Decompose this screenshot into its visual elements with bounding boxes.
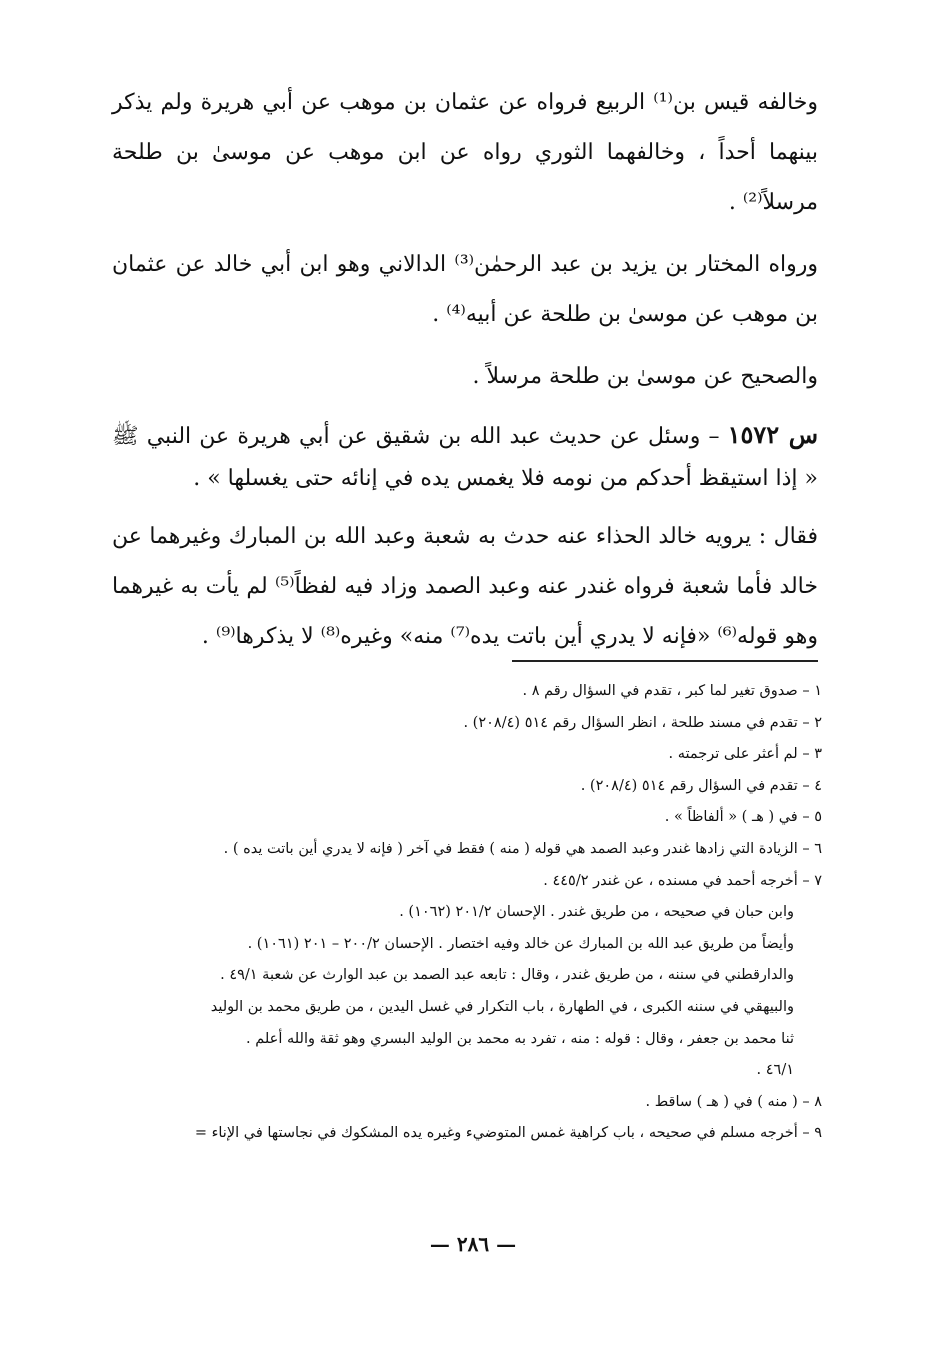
paragraph-2: ورواه المختار بن يزيد بن عبد الرحمٰن⁽³⁾ الدالاني وهو ابن أبي خالد عن عثمان بن موهب عن موسىٰ بن طلحة عن أبيه⁽⁴⁾ .: [112, 252, 818, 327]
footnote-6: ٦ – الزيادة التي زادها غندر وعبد الصمد هي قوله ( منه ) فقط في آخر ( فإنه لا يدري أين باتت يده ) .: [223, 840, 822, 857]
footnote-divider: [512, 660, 818, 662]
paragraph-3: والصحيح عن موسىٰ بن طلحة مرسلاً .: [472, 364, 818, 389]
question-number: س ١٥٧٢: [727, 420, 818, 449]
paragraph-5: فقال : يرويه خالد الحذاء عنه حدث به شعبة وعبد الله بن المبارك وغيرهما عن خالد فأما شعبة فرواه غندر عنه وعبد الصمد وزاد فيه لفظاً⁽⁵⁾ لم يأت به غيرهما وهو قوله⁽⁶⁾ «فإنه لا يدري أين باتت يده⁽⁷⁾ منه» وغيره⁽⁸⁾ لا يذكرها⁽⁹⁾ .: [112, 524, 818, 649]
footnote-5: ٥ – في ( هـ ) « ألفاظاً » .: [664, 809, 822, 826]
footnote-7-continuation: ثنا محمد بن جعفر ، وقال : قوله : منه ، تفرد به محمد بن الوليد البسري وهو ثقة والله أعلم .: [246, 1030, 794, 1047]
question-paragraph: [112, 414, 818, 500]
footnote-7-continuation: وابن حبان في صحيحه ، من طريق غندر . الإحسان ٢٠١/٢ (١٠٦٢) .: [399, 904, 794, 921]
footnote-9: ٩ – أخرجه مسلم في صحيحه ، باب كراهية غمس المتوضيء وغيره يده المشكوك في نجاستها في الإناء =: [194, 1125, 822, 1142]
footnote-3: ٣ – لم أعثر على ترجمته .: [668, 746, 822, 763]
footnote-8: ٨ – ( منه ) في ( هـ ) ساقط .: [645, 1093, 822, 1110]
footnote-4: ٤ – تقدم في السؤال رقم ٥١٤ (٢٠٨/٤) .: [580, 777, 822, 794]
page-number: — ٢٨٦ —: [429, 1232, 517, 1256]
footnote-2: ٢ – تقدم في مسند طلحة ، انظر السؤال رقم ٥١٤ (٢٠٨/٤) .: [463, 714, 822, 731]
footnotes: [112, 676, 822, 1150]
footnote-7-continuation: وأيضاً من طريق عبد الله بن المبارك عن خالد وفيه اختصار . الإحسان ٢٠٠/٢ – ٢٠١ (١٠٦١) .: [247, 935, 794, 952]
paragraph-1: وخالفه قيس بن⁽¹⁾ الربيع فرواه عن عثمان بن موهب عن أبي هريرة ولم يذكر بينهما أحداً ، وخالفهما الثوري رواه عن ابن موهب عن موسىٰ بن طلحة مرسلاً⁽²⁾ .: [112, 90, 818, 215]
footnote-7-continuation: والدارقطني في سننه ، من طريق غندر ، وقال : تابعه عبد الصمد بن عبد الوارث عن شعبة ٤٩/١ .: [220, 967, 794, 984]
footnote-7: ٧ – أخرجه أحمد في مسنده ، عن غندر ٤٤٥/٢ .: [543, 872, 822, 889]
question-text: – وسئل عن حديث عبد الله بن شقيق عن أبي هريرة عن النبي ﷺ « إذا استيقظ أحدكم من نومه فلا يغمس يده في إنائه حتى يغسلها » .: [112, 424, 818, 491]
main-text: [112, 78, 818, 662]
footnote-1: ١ – صدوق تغير لما كبر ، تقدم في السؤال رقم ٨ .: [522, 683, 822, 699]
footnote-7-continuation: والبيهقي في سننه الكبرى ، في الطهارة ، باب التكرار في غسل اليدين ، من طريق محمد بن الوليد: [210, 998, 794, 1015]
footnote-7-continuation: ٤٦/١ .: [756, 1062, 794, 1079]
